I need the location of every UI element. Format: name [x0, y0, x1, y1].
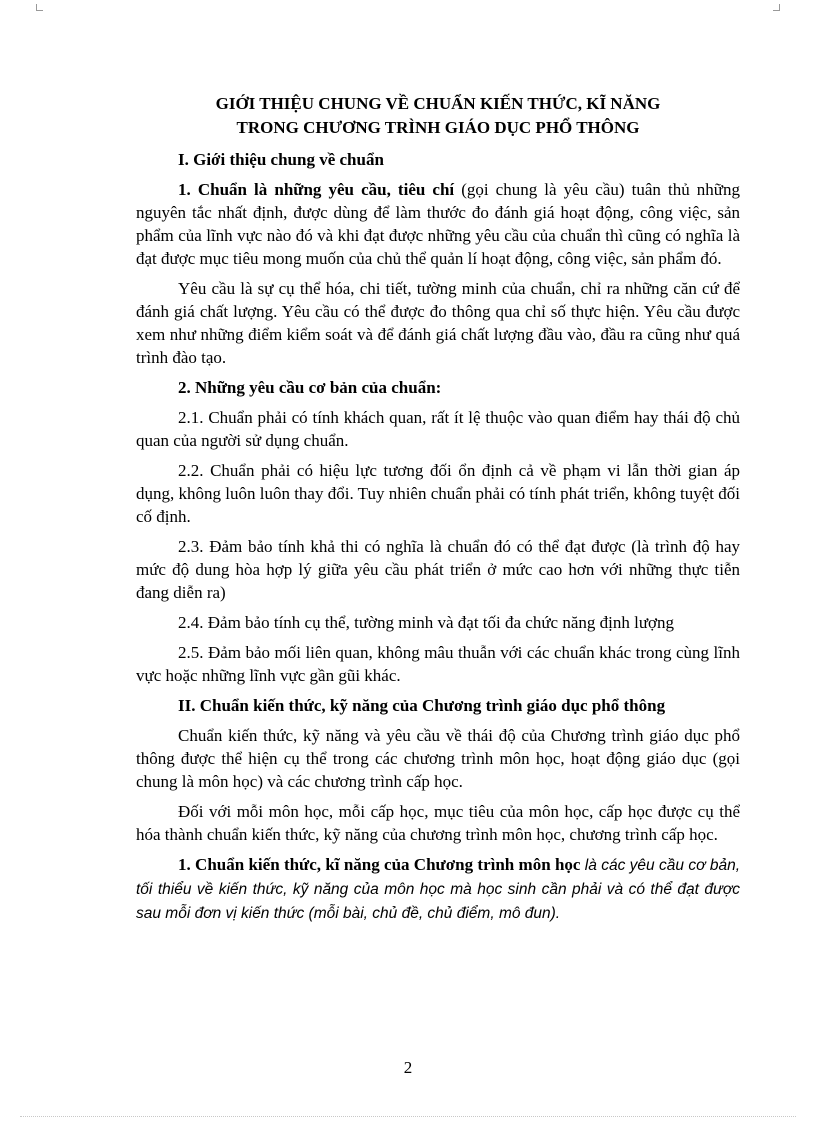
requirement-2-1: 2.1. Chuẩn phải có tính khách quan, rất ít lệ thuộc vào quan điểm hay thái độ chủ quan của người sử dụng chuẩn. [136, 408, 740, 450]
title-line-2: TRONG CHƯƠNG TRÌNH GIÁO DỤC PHỔ THÔNG [236, 118, 640, 137]
document-title [136, 92, 740, 140]
paragraph-subject-goals: Đối với mỗi môn học, mỗi cấp học, mục tiêu của môn học, cấp học được cụ thể hóa thành chuẩn kiến thức, kỹ năng của chương trình môn học, chương trình cấp học. [136, 802, 740, 844]
subject-standard-text: là các yêu cầu cơ bản, tối thiểu về kiến thức, kỹ năng của môn học mà học sinh cần phải và có thể đạt được sau mỗi đơn vị kiến thức (mỗi bài, chủ đề, chủ điểm, mô đun). [136, 857, 740, 922]
section-2-heading: II. Chuẩn kiến thức, kỹ năng của Chương trình giáo dục phổ thông [178, 696, 666, 715]
crop-mark-left [36, 4, 43, 11]
requirement-2-4: 2.4. Đảm bảo tính cụ thể, tường minh và đạt tối đa chức năng định lượng [178, 613, 675, 632]
requirement-2-3: 2.3. Đảm bảo tính khả thi có nghĩa là chuẩn đó có thể đạt được (là trình độ hay mức độ dung hòa hợp lý giữa yêu cầu phát triển ở mức cao hơn với những thực tiễn đang diễn ra) [136, 537, 740, 602]
paragraph-subject-standard [136, 853, 740, 925]
title-line-1: GIỚI THIỆU CHUNG VỀ CHUẨN KIẾN THỨC, KĨ NĂNG [215, 94, 661, 113]
requirement-2-2: 2.2. Chuẩn phải có hiệu lực tương đối ổn định cả về phạm vi lẫn thời gian áp dụng, không luôn luôn thay đổi. Tuy nhiên chuẩn phải có tính phát triển, không tuyệt đối cố định. [136, 461, 740, 526]
subject-standard-lead: 1. Chuẩn kiến thức, kĩ năng của Chương trình môn học [178, 855, 581, 874]
paragraph-standard-definition [136, 178, 740, 270]
paragraph-requirements: Yêu cầu là sự cụ thể hóa, chi tiết, tường minh của chuẩn, chỉ ra những căn cứ để đánh giá chất lượng. Yêu cầu có thể được đo thông qua chỉ số thực hiện. Yêu cầu được xem như những điểm kiểm soát và để đánh giá chất lượng đầu vào, đầu ra cũng như quá trình đào tạo. [136, 279, 740, 367]
page-bottom-border [20, 1116, 796, 1117]
paragraph-curriculum: Chuẩn kiến thức, kỹ năng và yêu cầu về thái độ của Chương trình giáo dục phổ thông được thể hiện cụ thể trong các chương trình môn học, hoạt động giáo dục (gọi chung là môn học) và các chương trình cấp học. [136, 726, 740, 791]
crop-mark-right [773, 4, 780, 11]
requirement-2-5: 2.5. Đảm bảo mối liên quan, không mâu thuẫn với các chuẩn khác trong cùng lĩnh vực hoặc những lĩnh vực gần gũi khác. [136, 643, 740, 685]
section-1-heading: I. Giới thiệu chung về chuẩn [178, 150, 384, 169]
standard-definition-lead: 1. Chuẩn là những yêu cầu, tiêu chí [178, 180, 455, 199]
document-page [136, 92, 740, 932]
section-1-2-heading: 2. Những yêu cầu cơ bản của chuẩn: [178, 378, 442, 397]
standard-definition-text: (gọi chung là yêu cầu) tuân thủ những nguyên tắc nhất định, được dùng để làm thước đo đánh giá hoạt động, công việc, sản phẩm của lĩnh vực nào đó và khi đạt được những yêu cầu của chuẩn thì cũng có nghĩa là đạt được mục tiêu mong muốn của chủ thể quản lí hoạt động, công việc, sản phẩm đó. [136, 180, 740, 268]
page-number: 2 [403, 1058, 413, 1077]
